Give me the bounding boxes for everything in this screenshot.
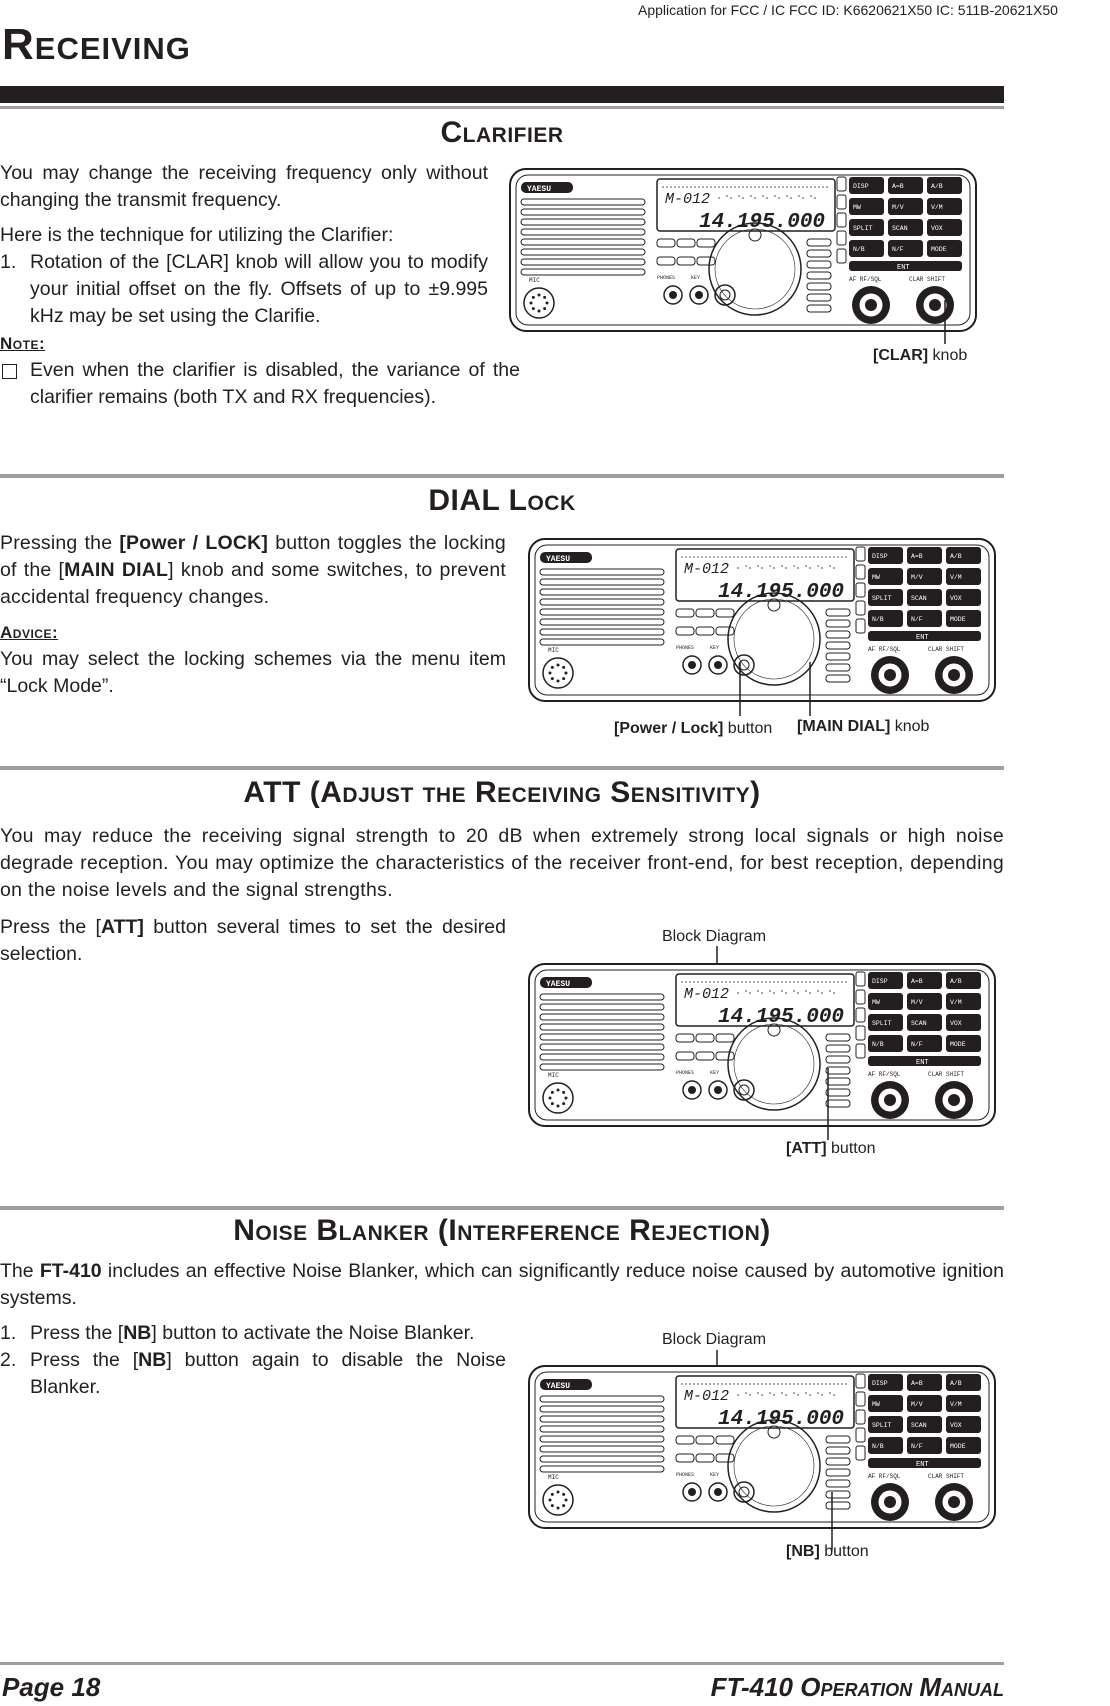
keypad-label: DISP: [872, 553, 888, 560]
keypad-label: DISP: [872, 978, 888, 985]
section-title-noise-blanker: Noise Blanker (Interference Rejection): [233, 1214, 771, 1247]
af-rf-label: AF RF/SQL: [868, 646, 901, 653]
keypad-label: A/B: [950, 553, 962, 560]
mic-pin: [538, 310, 541, 313]
mic-pin: [551, 1102, 554, 1105]
keypad-label: SPLIT: [872, 1422, 892, 1429]
keypad-label: SCAN: [892, 225, 908, 232]
mic-pin: [543, 307, 546, 310]
mic-pin: [549, 1097, 552, 1100]
key-jack-hole: [714, 1086, 722, 1094]
clarifier-intro: You may change the receiving frequency only without changing the transmit frequency.: [0, 162, 488, 211]
enter-label: ENT: [916, 1461, 929, 1469]
mic-label: MIC: [548, 647, 559, 654]
mic-pin: [549, 672, 552, 675]
dial-lock-text: [0, 530, 506, 708]
phones-label: PHONES: [657, 275, 676, 281]
mic-pin: [551, 677, 554, 680]
mic-pin: [557, 1089, 560, 1092]
page-title: Receiving: [2, 20, 191, 69]
keypad-label: V/M: [950, 1401, 962, 1408]
att-leader-line: [820, 1068, 836, 1144]
mic-pin: [543, 296, 546, 299]
mic-pin: [538, 294, 541, 297]
caption-nb-button: [NB] button: [786, 1543, 869, 1560]
section-title-dial-lock: DIAL Lock: [428, 484, 576, 517]
mic-pin: [546, 302, 549, 305]
mic-label: MIC: [548, 1072, 559, 1079]
knob-center: [884, 1496, 896, 1508]
phones-label: PHONES: [676, 1070, 695, 1076]
phones-label: PHONES: [676, 1472, 695, 1478]
section-title-att: ATT (Adjust the Receiving Sensitivity): [243, 776, 761, 809]
note-heading: Note:: [0, 334, 46, 353]
keypad-label: VOX: [950, 1020, 962, 1027]
keypad-label: VOX: [931, 225, 943, 232]
keypad-label: MW: [872, 574, 880, 581]
att-paragraph: You may reduce the receiving signal strength to 20 dB when extremely strong local signals or high noise degrade reception. You may optimize the characteristics of the receiver front-end, for best reception, depending on the noise levels and the signal strengths.: [0, 825, 1004, 901]
title-rule: [0, 106, 1004, 109]
mic-pin: [532, 307, 535, 310]
mic-pin: [551, 666, 554, 669]
enter-label: ENT: [897, 264, 910, 272]
block-diagram-label: Block Diagram: [662, 928, 767, 945]
lcd-memory-channel: M-012: [684, 561, 730, 578]
brand-logo: YAESU: [527, 185, 552, 194]
brand-logo: YAESU: [546, 555, 571, 564]
att-instruction: [0, 914, 506, 976]
mic-pin: [551, 1091, 554, 1094]
list-item: 1. Press the [NB] button to activate the Noise Blanker.: [0, 1322, 475, 1344]
att-text: [0, 823, 1004, 912]
caption-main-dial-knob: [MAIN DIAL] knob: [797, 718, 930, 735]
nb-paragraph: The FT-410 includes an effective Noise Blanker, which can significantly reduce noise caused by automotive ignition systems.: [0, 1260, 1004, 1309]
key-jack-hole: [714, 661, 722, 669]
keypad-label: A/B: [950, 978, 962, 985]
knob-center: [884, 1094, 896, 1106]
lcd-frequency: 14.195.000: [699, 211, 826, 234]
title-bar: [0, 86, 1004, 103]
keypad-label: SPLIT: [853, 225, 873, 232]
mic-pin: [562, 1091, 565, 1094]
lcd-frequency: 14.195.000: [718, 581, 845, 604]
att-press-text: Press the [ATT] button several times to set the desired selection.: [0, 916, 506, 965]
keypad-label: N/F: [911, 1041, 923, 1048]
phones-jack-hole: [669, 291, 677, 299]
mic-pin: [557, 1105, 560, 1108]
af-rf-label: AF RF/SQL: [849, 276, 882, 283]
mic-pin: [532, 296, 535, 299]
dial-lock-paragraph: Pressing the [Power / LOCK] button toggles the locking of the [MAIN DIAL] knob and some switches, to prevent accidental frequency changes.: [0, 532, 506, 608]
keypad-label: MODE: [950, 616, 966, 623]
keypad-label: N/F: [911, 616, 923, 623]
advice-text: You may select the locking schemes via the menu item “Lock Mode”.: [0, 648, 506, 697]
keypad-label: MW: [872, 999, 880, 1006]
keypad-label: V/M: [950, 999, 962, 1006]
phones-jack-hole: [688, 1086, 696, 1094]
keypad-label: MW: [853, 204, 861, 211]
mic-pin: [551, 1504, 554, 1507]
keypad-label: M/V: [911, 999, 923, 1006]
lcd-memory-channel: M-012: [665, 191, 711, 208]
page-number: Page 18: [2, 1672, 101, 1702]
clar-shift-label: CLAR SHIFT: [909, 276, 946, 283]
keypad-label: N/B: [853, 246, 865, 253]
knob-center: [948, 1094, 960, 1106]
mic-pin: [562, 666, 565, 669]
advice-heading: Advice:: [0, 623, 59, 642]
mic-pin: [557, 664, 560, 667]
enter-label: ENT: [916, 634, 929, 642]
mic-label: MIC: [548, 1474, 559, 1481]
checkbox-bullet-icon: [2, 364, 17, 379]
mic-pin: [562, 1102, 565, 1105]
caption-clar-knob: [CLAR] knob: [873, 347, 968, 364]
key-label: KEY: [710, 645, 720, 651]
section-title-clarifier: Clarifier: [440, 116, 564, 149]
af-rf-label: AF RF/SQL: [868, 1473, 901, 1480]
mic-pin: [565, 1097, 568, 1100]
keypad-label: A=B: [892, 183, 904, 190]
keypad-label: VOX: [950, 1422, 962, 1429]
keypad-label: N/B: [872, 1443, 884, 1450]
keypad-label: A=B: [911, 978, 923, 985]
mic-label: MIC: [529, 277, 540, 284]
mic-pin: [565, 1499, 568, 1502]
list-item: 1. Rotation of the [CLAR] knob will allow you to modify your initial offset on the fly. Offsets of up to ±9.995 kHz may be set using the Clarifie.: [0, 251, 488, 327]
key-jack-hole: [695, 291, 703, 299]
footer-rule: [0, 1662, 1004, 1665]
key-label: KEY: [691, 275, 701, 281]
keypad-label: DISP: [853, 183, 869, 190]
keypad-label: MODE: [950, 1443, 966, 1450]
keypad-label: N/F: [911, 1443, 923, 1450]
keypad-label: A/B: [950, 1380, 962, 1387]
knob-center: [865, 299, 877, 311]
section-rule: [0, 766, 1004, 770]
mic-pin: [549, 1499, 552, 1502]
clarifier-leader-line: [940, 300, 950, 350]
key-jack-hole: [714, 1488, 722, 1496]
clar-shift-label: CLAR SHIFT: [928, 1473, 965, 1480]
radio-illustration-att: [526, 960, 1000, 1135]
list-item: 2. Press the [NB] button again to disable the Noise Blanker.: [0, 1349, 506, 1398]
keypad-label: M/V: [911, 574, 923, 581]
keypad-label: DISP: [872, 1380, 888, 1387]
nb-step-list: [0, 1320, 506, 1401]
keypad-label: MW: [872, 1401, 880, 1408]
brand-logo: YAESU: [546, 980, 571, 989]
mic-pin: [557, 1491, 560, 1494]
section-rule: [0, 474, 1004, 478]
keypad-label: MODE: [950, 1041, 966, 1048]
dial-lock-leader-lines: [730, 660, 830, 720]
knob-center: [884, 669, 896, 681]
af-rf-label: AF RF/SQL: [868, 1071, 901, 1078]
clar-shift-label: CLAR SHIFT: [928, 646, 965, 653]
block-diagram-label: Block Diagram: [662, 1331, 767, 1348]
lcd-frequency: 14.195.000: [718, 1006, 845, 1029]
clarifier-technique: Here is the technique for utilizing the Clarifier:: [0, 224, 394, 246]
key-label: KEY: [710, 1070, 720, 1076]
manual-title: FT-410 Operation Manual: [710, 1672, 1004, 1702]
mic-pin: [562, 1504, 565, 1507]
mic-pin: [551, 1493, 554, 1496]
phones-jack-hole: [688, 1488, 696, 1496]
key-label: KEY: [710, 1472, 720, 1478]
keypad-label: SPLIT: [872, 1020, 892, 1027]
mic-pin: [562, 1493, 565, 1496]
fcc-id-text: Application for FCC / IC FCC ID: K6620621X50 IC: 511B-20621X50: [638, 2, 1058, 18]
keypad-label: SCAN: [911, 595, 927, 602]
knob-center: [948, 1496, 960, 1508]
keypad-label: N/B: [872, 1041, 884, 1048]
keypad-label: MODE: [931, 246, 947, 253]
mic-pin: [565, 672, 568, 675]
clar-shift-label: CLAR SHIFT: [928, 1071, 965, 1078]
enter-label: ENT: [916, 1059, 929, 1067]
keypad-label: N/B: [872, 616, 884, 623]
phones-jack-hole: [688, 661, 696, 669]
nb-steps: [0, 1320, 506, 1401]
keypad-label: SCAN: [911, 1422, 927, 1429]
lcd-frequency: 14.195.000: [718, 1408, 845, 1431]
lcd-memory-channel: M-012: [684, 986, 730, 1003]
radio-illustration-clarifier: [507, 165, 981, 340]
lcd-memory-channel: M-012: [684, 1388, 730, 1405]
nb-text: [0, 1258, 1004, 1320]
keypad-label: N/F: [892, 246, 904, 253]
radio-illustration-noise-blanker: [526, 1362, 1000, 1537]
caption-att-button: [ATT] button: [786, 1140, 876, 1157]
section-rule: [0, 1206, 1004, 1210]
keypad-label: V/M: [950, 574, 962, 581]
keypad-label: VOX: [950, 595, 962, 602]
keypad-label: M/V: [892, 204, 904, 211]
mic-pin: [557, 680, 560, 683]
keypad-label: A/B: [931, 183, 943, 190]
clarifier-steps: [0, 249, 488, 330]
keypad-label: SPLIT: [872, 595, 892, 602]
keypad-label: M/V: [911, 1401, 923, 1408]
mic-pin: [530, 302, 533, 305]
clarifier-text: [0, 160, 520, 411]
keypad-label: V/M: [931, 204, 943, 211]
phones-label: PHONES: [676, 645, 695, 651]
keypad-label: SCAN: [911, 1020, 927, 1027]
knob-center: [948, 669, 960, 681]
mic-pin: [562, 677, 565, 680]
mic-pin: [557, 1507, 560, 1510]
caption-power-lock-button: [Power / Lock] button: [614, 720, 773, 737]
keypad-label: A=B: [911, 553, 923, 560]
brand-logo: YAESU: [546, 1382, 571, 1391]
note-item: Even when the clarifier is disabled, the variance of the clarifier remains (both TX and RX frequencies).: [0, 357, 520, 411]
keypad-label: A=B: [911, 1380, 923, 1387]
